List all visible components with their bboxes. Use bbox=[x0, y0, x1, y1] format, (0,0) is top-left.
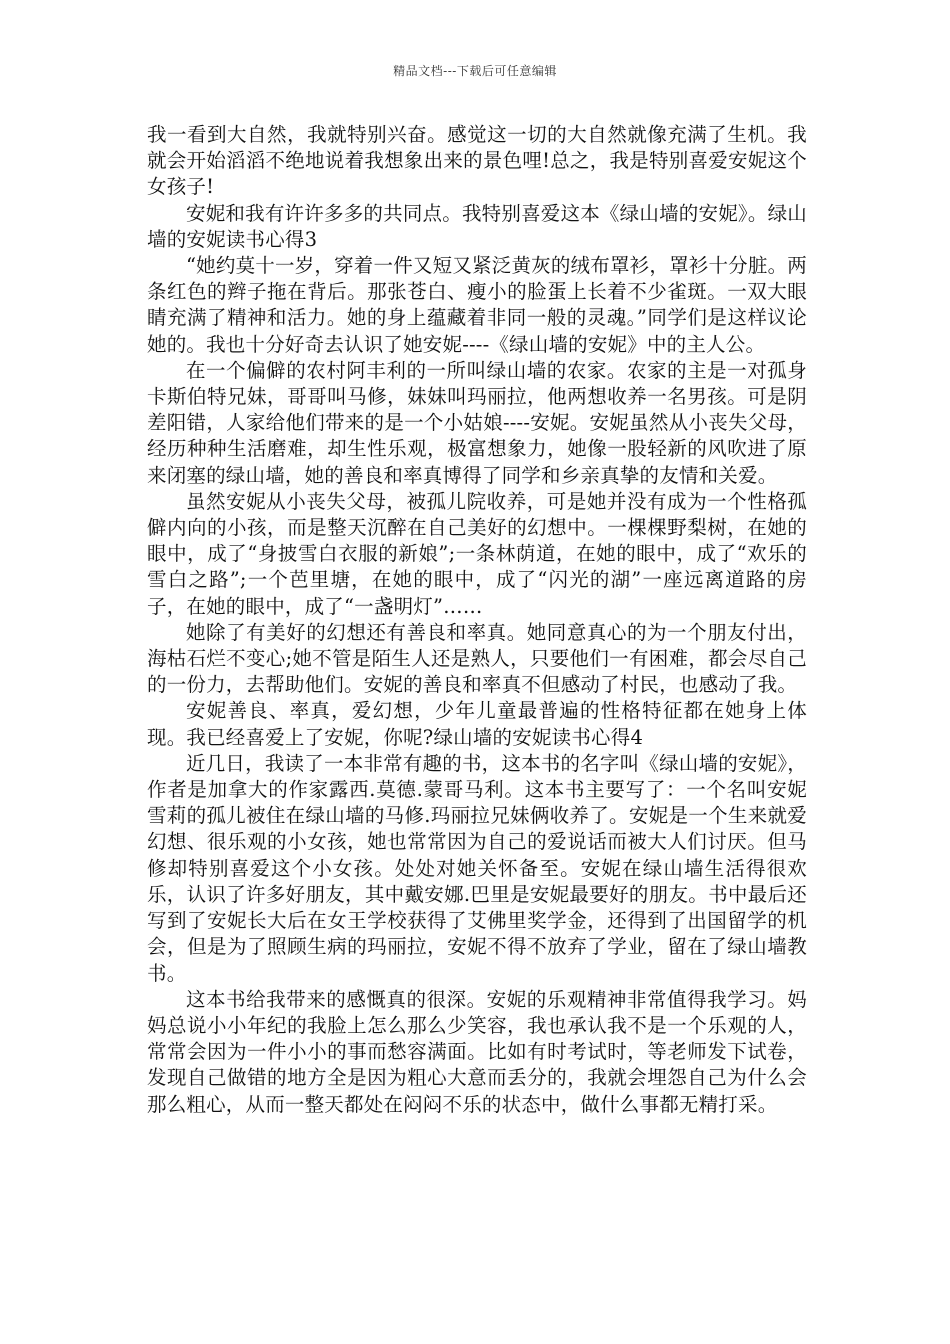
paragraph-5: 虽然安妮从小丧失父母，被孤儿院收养，可是她并没有成为一个性格孤僻内向的小孩，而是整天沉醉在自己美好的幻想中。一棵棵野梨树，在她的眼中，成了“身披雪白衣服的新娘”;一条林荫道，在她的眼中，成了“欢乐的雪白之路”;一个芭里塘，在她的眼中，成了“闪光的湖”一座远离道路的房子，在她的眼中，成了“一盏明灯”…… bbox=[147, 489, 807, 618]
document-body bbox=[147, 122, 807, 1118]
paragraph-8: 近几日，我读了一本非常有趣的书，这本书的名字叫《绿山墙的安妮》，作者是加拿大的作家露西.莫德.蒙哥马利。这本书主要写了：一个名叫安妮雪莉的孤儿被住在绿山墙的马修.玛丽拉兄妹俩收养了。安妮是一个生来就爱幻想、很乐观的小女孩，她也常常因为自己的爱说话而被大人们讨厌。但马修却特别喜爱这个小女孩。处处对她关怀备至。安妮在绿山墙生活得很欢乐，认识了许多好朋友，其中戴安娜.巴里是安妮最要好的朋友。书中最后还写到了安妮长大后在女王学校获得了艾佛里奖学金，还得到了出国留学的机会，但是为了照顾生病的玛丽拉，安妮不得不放弃了学业，留在了绿山墙教书。 bbox=[147, 751, 807, 985]
paragraph-2: 安妮和我有许许多多的共同点。我特别喜爱这本《绿山墙的安妮》。绿山墙的安妮读书心得3 bbox=[147, 201, 807, 251]
paragraph-3: “她约莫十一岁，穿着一件又短又紧泛黄灰的绒布罩衫，罩衫十分脏。两条红色的辫子拖在背后。那张苍白、瘦小的脸蛋上长着不少雀斑。一双大眼睛充满了精神和活力。她的身上蕴藏着非同一般的灵魂。”同学们是这样议论她的。我也十分好奇去认识了她安妮----《绿山墙的安妮》中的主人公。 bbox=[147, 254, 807, 356]
page-header: 精品文档---下载后可任意编辑 bbox=[393, 64, 557, 78]
paragraph-7: 安妮善良、率真，爱幻想，少年儿童最普遍的性格特征都在她身上体现。我已经喜爱上了安妮，你呢?绿山墙的安妮读书心得4 bbox=[147, 699, 807, 749]
paragraph-9: 这本书给我带来的感慨真的很深。安妮的乐观精神非常值得我学习。妈妈总说小小年纪的我脸上怎么那么少笑容，我也承认我不是一个乐观的人，常常会因为一件小小的事而愁容满面。比如有时考试时，等老师发下试卷，发现自己做错的地方全是因为粗心大意而丢分的，我就会埋怨自己为什么会那么粗心，从而一整天都处在闷闷不乐的状态中，做什么事都无精打采。 bbox=[147, 987, 807, 1116]
paragraph-1: 我一看到大自然，我就特别兴奋。感觉这一切的大自然就像充满了生机。我就会开始滔滔不绝地说着我想象出来的景色哩!总之，我是特别喜爱安妮这个女孩子! bbox=[147, 123, 807, 199]
paragraph-4: 在一个偏僻的农村阿丰利的一所叫绿山墙的农家。农家的主是一对孤身卡斯伯特兄妹，哥哥叫马修，妹妹叫玛丽拉，他两想收养一名男孩。可是阴差阳错，人家给他们带来的是一个小姑娘----安妮。安妮虽然从小丧失父母，经历种种生活磨难，却生性乐观，极富想象力，她像一股轻新的风吹进了原来闭塞的绿山墙，她的善良和率真博得了同学和乡亲真挚的友情和关爱。 bbox=[147, 358, 807, 487]
paragraph-6: 她除了有美好的幻想还有善良和率真。她同意真心的为一个朋友付出，海枯石烂不变心;她不管是陌生人还是熟人，只要他们一有困难，都会尽自己的一份力，去帮助他们。安妮的善良和率真不但感动了村民，也感动了我。 bbox=[147, 620, 807, 697]
